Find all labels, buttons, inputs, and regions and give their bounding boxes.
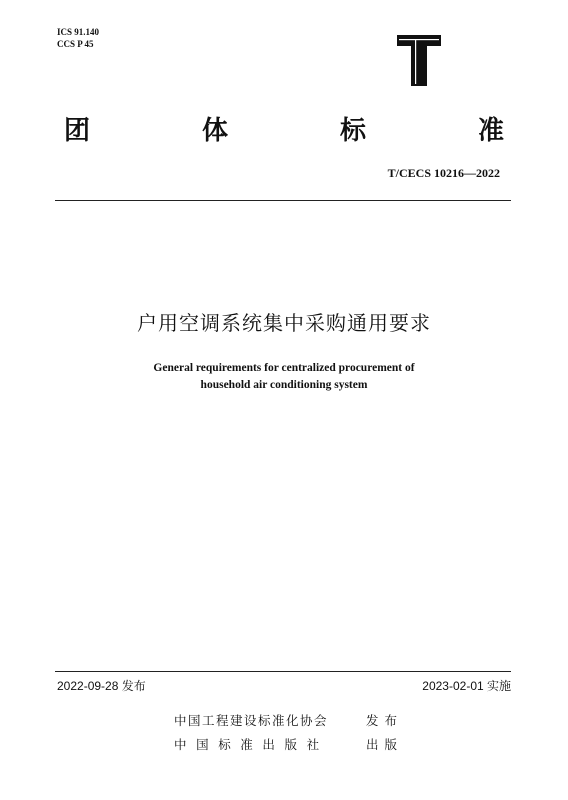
issuer-row xyxy=(174,711,403,729)
ccs-code: CCS P 45 xyxy=(57,39,94,49)
title-english xyxy=(0,360,568,394)
press-organization: 中国标准出版社 xyxy=(174,737,329,752)
title-english-line: General requirements for centralized procurement of xyxy=(153,362,415,374)
press-row xyxy=(174,735,403,753)
title-english-line: household air conditioning system xyxy=(200,379,368,391)
classification-codes xyxy=(57,26,99,50)
standard-type-char: 团 xyxy=(64,116,91,146)
press-role: 出版 xyxy=(366,737,404,752)
ics-code: ICS 91.140 xyxy=(57,27,100,37)
title-chinese: 户用空调系统集中采购通用要求 xyxy=(137,311,431,335)
standard-type-char: 标 xyxy=(339,116,366,146)
issuer-role: 发布 xyxy=(366,713,404,728)
issuer-organization: 中国工程建设标准化协会 xyxy=(174,713,329,728)
issue-date: 2022-09-28 发布 xyxy=(57,679,146,693)
t-standard-logo-icon xyxy=(396,34,442,86)
standard-type-heading xyxy=(64,116,504,146)
standard-type-char: 准 xyxy=(477,116,504,146)
standard-number: T/CECS 10216—2022 xyxy=(387,166,500,180)
standard-type-char: 体 xyxy=(201,116,228,146)
top-divider xyxy=(55,200,511,201)
bottom-divider xyxy=(55,671,511,672)
implementation-date: 2023-02-01 实施 xyxy=(422,679,511,693)
